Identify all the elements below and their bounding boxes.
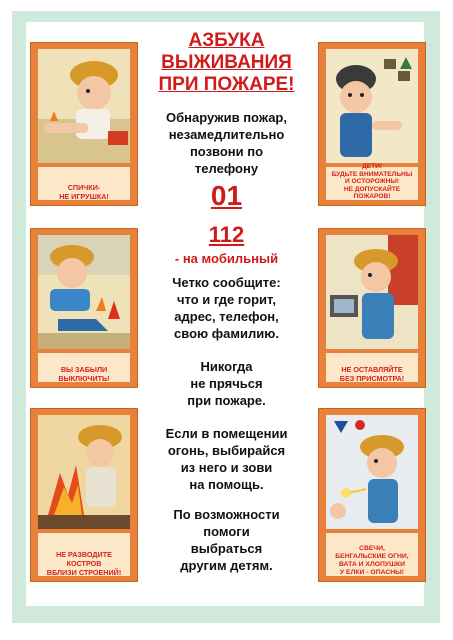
text-line: помоги <box>203 524 250 539</box>
caption-line: КОСТРОВ <box>66 559 102 568</box>
card-be-careful <box>318 42 426 206</box>
caption-line: ВЫКЛЮЧИТЬ! <box>58 374 110 383</box>
caption-line: БЕНГАЛЬСКИЕ ОГНИ, <box>335 553 409 560</box>
card-caption <box>323 545 421 577</box>
help-text <box>140 506 313 574</box>
leave-text <box>140 425 313 493</box>
emergency-number: 01 <box>210 180 243 211</box>
caption-line: ВБЛИЗИ СТРОЕНИЙ! <box>46 568 122 577</box>
card-unattended <box>318 228 426 388</box>
text-line: позвони по <box>189 144 264 159</box>
text-line: незамедлительно <box>168 127 285 142</box>
text-line: Если в помещении <box>165 426 288 441</box>
card-matches <box>30 42 138 206</box>
card-caption <box>323 365 421 383</box>
caption-line: НЕ РАЗВОДИТЕ <box>56 550 112 559</box>
card-caption <box>323 163 421 201</box>
caption-line: НЕ ДОПУСКАЙТЕ <box>343 185 401 193</box>
tv-unattended-illustration <box>326 235 418 349</box>
card-candles <box>318 408 426 582</box>
title-line: ПРИ ПОЖАРЕ! <box>158 74 295 95</box>
caption-line: И ОСТОРОЖНЫ! <box>344 178 399 186</box>
caption-line: ДЕТИ! <box>361 163 383 171</box>
caption-line: БЕЗ ПРИСМОТРА! <box>339 374 405 383</box>
mobile-note: - на мобильный <box>174 251 279 266</box>
tell-text <box>140 274 313 342</box>
caption-line: НЕ ОСТАВЛЯЙТЕ <box>341 365 403 374</box>
card-caption <box>35 550 133 577</box>
card-campfire <box>30 408 138 582</box>
caption-line: ВЫ ЗАБЫЛИ <box>60 365 108 374</box>
caption-line: НЕ ИГРУШКА! <box>59 192 109 201</box>
text-line: Четко сообщите: <box>172 275 281 290</box>
text-line: из него и зови <box>180 460 273 475</box>
text-line: телефону <box>194 161 259 176</box>
poster-title <box>148 30 305 96</box>
caption-line: БУДЬТЕ ВНИМАТЕЛЬНЫ <box>331 170 413 178</box>
text-line: другим детям. <box>180 558 273 573</box>
mobile-number: 112 <box>208 222 245 247</box>
campfire-illustration <box>38 415 130 529</box>
caption-line: У ЕЛКИ - ОПАСНЫ! <box>339 569 405 576</box>
text-line: По возможности <box>173 507 280 522</box>
text-line: выбраться <box>190 541 263 556</box>
text-line: при пожаре. <box>187 393 266 408</box>
caption-line: ВАТА И ХЛОПУШКИ <box>338 561 405 568</box>
text-line: на помощь. <box>189 477 264 492</box>
text-line: Обнаружив пожар, <box>166 110 287 125</box>
text-line: свою фамилию. <box>174 326 279 341</box>
boy-with-matches-illustration <box>38 49 130 163</box>
card-iron <box>30 228 138 388</box>
caption-line: ПОЖАРОВ! <box>353 193 391 201</box>
text-line: огонь, выбирайся <box>167 443 286 458</box>
caption-line: СВЕЧИ, <box>359 545 385 552</box>
christmas-candles-illustration <box>326 415 418 529</box>
title-line: ВЫЖИВАНИЯ <box>161 52 292 73</box>
text-line: адрес, телефон, <box>174 309 279 324</box>
caption-line: СПИЧКИ- <box>67 183 101 192</box>
card-caption <box>35 365 133 383</box>
iron-left-on-illustration <box>38 235 130 349</box>
title-line: АЗБУКА <box>188 30 265 51</box>
card-caption <box>35 183 133 201</box>
fireman-boy-illustration <box>326 49 418 163</box>
text-line: не прячься <box>190 376 263 391</box>
intro-text <box>140 109 313 177</box>
text-line: что и где горит, <box>176 292 277 307</box>
text-line: Никогда <box>200 359 253 374</box>
hide-text <box>140 358 313 409</box>
